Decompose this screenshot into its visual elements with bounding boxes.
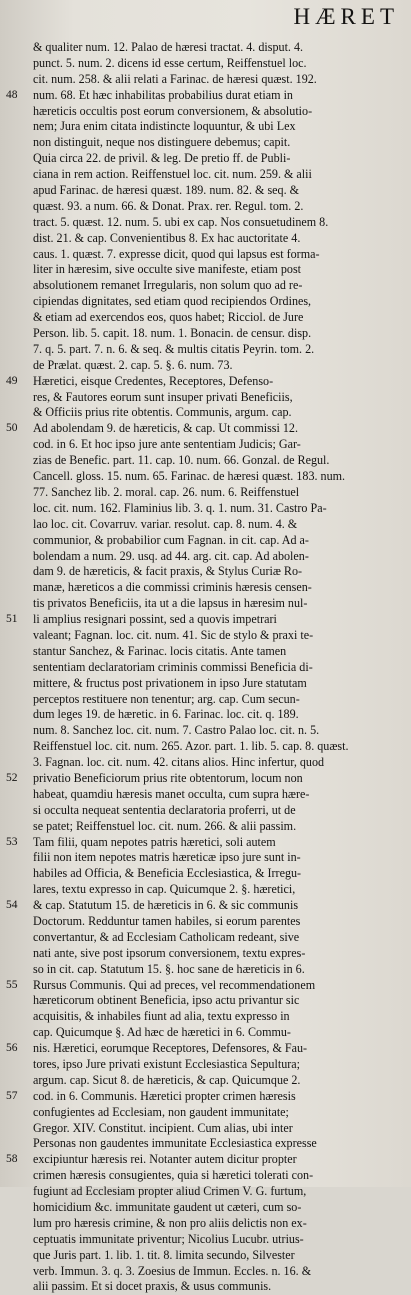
- line-text: perceptos restituere non tenentur; arg. cap. Cum secun-: [33, 691, 300, 706]
- text-line: [6, 294, 404, 310]
- text-line: [6, 262, 404, 278]
- line-text: Cancell. gloss. 15. num. 65. Farinac. de hæresi quæst. 183. num.: [33, 469, 346, 484]
- line-text: so in cit. cap. Statutum 15. §. hoc sane de hæreticis in 6.: [33, 961, 305, 976]
- line-text: cit. num. 258. & alii relati a Farinac. de hæresi quæst. 192.: [33, 71, 317, 86]
- text-line: [6, 946, 404, 962]
- line-text: Gregor. XIV. Constitut. incipient. Cum alias, ubi inter: [33, 1120, 293, 1135]
- text-line: [6, 533, 404, 549]
- text-line: [6, 501, 404, 517]
- line-text: Person. lib. 5. capit. 18. num. 1. Bonacin. de censur. disp.: [33, 326, 312, 341]
- line-text: ceptuatis immunitate priventur; Nicolius Lucubr. utrius-: [33, 1231, 304, 1246]
- text-line: [6, 151, 404, 167]
- line-text: mittere, & fructus post privationem in ipso Jure statutam: [33, 675, 307, 690]
- line-text: & qualiter num. 12. Palao de hæresi tractat. 4. disput. 4.: [33, 40, 304, 54]
- line-text: Tam filii, quam nepotes patris hæretici, soli autem: [33, 834, 276, 849]
- text-line: [6, 40, 404, 56]
- text-line: [6, 1121, 404, 1137]
- line-text: nis. Hæretici, eorumque Receptores, Defensores, & Fau-: [33, 1041, 308, 1056]
- text-column: [6, 40, 404, 1295]
- text-line: [6, 135, 404, 151]
- line-text: res, & Fautores eorum sunt insuper privati Beneficiis,: [33, 389, 293, 404]
- margin-number: 53: [6, 835, 18, 848]
- text-line: [6, 1216, 404, 1232]
- margin-number: 51: [6, 613, 18, 626]
- text-line: [6, 199, 404, 215]
- text-line: [6, 596, 404, 612]
- text-line: [6, 215, 404, 231]
- text-line: [6, 612, 404, 628]
- line-text: absolutionem remanet Irregularis, non solum quo ad re-: [33, 278, 303, 293]
- line-text: & Officiis prius rite obtentis. Communis, argum. cap.: [33, 405, 292, 420]
- line-text: dum leges 19. de hæretic. in 6. Farinac. loc. cit. q. 189.: [33, 707, 299, 722]
- line-text: non distinguit, neque nos distinguere debemus; capit.: [33, 135, 291, 150]
- text-line: [6, 1168, 404, 1184]
- line-text: fugiunt ad Ecclesiam propter aliud Crimen V. G. furtum,: [33, 1184, 307, 1199]
- text-line: [6, 1232, 404, 1248]
- text-line: [6, 930, 404, 946]
- line-text: Personas non gaudentes immunitate Ecclesiastica expresse: [33, 1136, 317, 1151]
- line-text: cap. Quicumque §. Ad hæc de hæretici in 6. Commu-: [33, 1025, 291, 1040]
- line-text: tract. 5. quæst. 12. num. 5. ubi ex cap. Nos consuetudinem 8.: [33, 214, 329, 229]
- text-line: [6, 1073, 404, 1089]
- text-line: [6, 421, 404, 437]
- line-text: filii non item nepotes matris hæreticæ ipso jure sunt in-: [33, 850, 301, 865]
- text-line: [6, 104, 404, 120]
- text-line: [6, 358, 404, 374]
- line-text: Ad abolendam 9. de hæreticis, & cap. Ut commissi 12.: [33, 421, 299, 436]
- text-line: [6, 1009, 404, 1025]
- line-text: hæreticis occultis post eorum conversionem, & absolutio-: [33, 103, 313, 118]
- text-line: [6, 167, 404, 183]
- line-text: & etiam ad exercendos eos, quos habet; Ricciol. de Jure: [33, 310, 304, 325]
- text-line: [6, 405, 404, 421]
- text-line: [6, 707, 404, 723]
- line-text: communior, & probabilior cum Fagnan. in cit. cap. Ad a-: [33, 532, 309, 547]
- line-text: 7. q. 5. part. 7. n. 6. & seq. & multis citatis Peyrin. tom. 2.: [33, 341, 315, 356]
- text-line: [6, 326, 404, 342]
- line-text: que Juris part. 1. lib. 1. tit. 8. limita secundo, Silvester: [33, 1247, 295, 1262]
- line-text: zias de Benefic. part. 11. cap. 10. num. 66. Gonzal. de Regul.: [33, 453, 330, 468]
- text-line: [6, 485, 404, 501]
- line-text: crimen hæresis consugientes, quia si hæretici tolerati con-: [33, 1168, 314, 1183]
- line-text: hæreticorum obtinent Beneficia, ipso actu privantur sic: [33, 993, 300, 1008]
- line-text: Rursus Communis. Qui ad preces, vel recommendationem: [33, 977, 316, 992]
- line-text: acquisitis, & inhabiles fiunt ad alia, textu expresso in: [33, 1009, 290, 1024]
- margin-number: 57: [6, 1089, 18, 1102]
- line-text: verb. Immun. 3. q. 3. Zoesius de Immun. Eccles. n. 16. &: [33, 1263, 312, 1278]
- line-text: & cap. Statutum 15. de hæreticis in 6. & sic communis: [33, 898, 299, 913]
- text-line: [6, 374, 404, 390]
- text-line: [6, 247, 404, 263]
- line-text: caus. 1. quæst. 7. expresse dicit, quod qui lapsus est forma-: [33, 246, 320, 261]
- line-text: argum. cap. Sicut 8. de hæreticis, & cap. Quicumque 2.: [33, 1072, 301, 1087]
- text-line: [6, 850, 404, 866]
- text-line: [6, 1152, 404, 1168]
- line-text: lares, textu expresso in cap. Quicumque 2. §. hæretici,: [33, 882, 296, 897]
- text-line: [6, 119, 404, 135]
- margin-number: 58: [6, 1153, 18, 1166]
- line-text: excipiuntur hæresis rei. Notanter autem dicitur propter: [33, 1152, 297, 1167]
- text-line: [6, 803, 404, 819]
- line-text: habeat, quamdiu hæresis manet occulta, cum supra hære-: [33, 786, 310, 801]
- text-line: [6, 866, 404, 882]
- line-text: lum pro hæresis crimine, & non pro aliis delictis non ex-: [33, 1215, 307, 1230]
- margin-number: 52: [6, 771, 18, 784]
- text-line: [6, 1105, 404, 1121]
- text-line: [6, 644, 404, 660]
- text-line: [6, 993, 404, 1009]
- line-text: bolendam a num. 29. usq. ad 44. arg. cit. cap. Ad abolen-: [33, 548, 309, 563]
- line-text: tores, ipso Jure privati existunt Ecclesiastica Sepultura;: [33, 1057, 301, 1071]
- text-line: [6, 628, 404, 644]
- line-text: habiles ad Officia, & Beneficia Ecclesiastica, & Irregu-: [33, 866, 302, 881]
- line-text: quæst. 93. a num. 66. & Donat. Prax. rer. Regul. tom. 2.: [33, 198, 304, 213]
- line-text: dam 9. de hæreticis, & facit praxis, & Stylus Curiæ Ro-: [33, 564, 303, 579]
- text-line: [6, 1089, 404, 1105]
- line-text: 3. Fagnan. loc. cit. num. 42. citans alios. Hinc infertur, quod: [33, 755, 325, 770]
- text-line: [6, 660, 404, 676]
- line-text: punct. 5. num. 2. dicens id esse certum, Reiffenstuel loc.: [33, 55, 307, 70]
- text-line: [6, 342, 404, 358]
- margin-number: 49: [6, 374, 18, 387]
- text-line: [6, 835, 404, 851]
- text-line: [6, 390, 404, 406]
- text-line: [6, 739, 404, 755]
- line-text: cipiendas dignitates, sed etiam quod recipiendos Ordines,: [33, 294, 312, 309]
- text-line: [6, 1025, 404, 1041]
- line-text: Quia circa 22. de privil. & leg. De pretio ff. de Publi-: [33, 151, 291, 166]
- line-text: se patet; Reiffenstuel loc. cit. num. 266. & alii passim.: [33, 818, 297, 833]
- line-text: de Prælat. quæst. 2. cap. 5. §. 6. num. 73.: [33, 357, 233, 372]
- text-line: [6, 580, 404, 596]
- line-text: num. 8. Sanchez loc. cit. num. 7. Castro Palao loc. cit. n. 5.: [33, 723, 320, 738]
- text-line: [6, 882, 404, 898]
- text-line: [6, 469, 404, 485]
- line-text: Doctorum. Redduntur tamen habiles, si eorum parentes: [33, 913, 301, 928]
- text-line: [6, 819, 404, 835]
- text-line: [6, 517, 404, 533]
- margin-number: 54: [6, 899, 18, 912]
- text-line: [6, 1041, 404, 1057]
- text-line: [6, 453, 404, 469]
- text-line: [6, 676, 404, 692]
- line-text: Reiffenstuel loc. cit. num. 265. Azor. part. 1. lib. 5. cap. 8. quæst.: [33, 739, 349, 754]
- text-line: [6, 564, 404, 580]
- text-line: [6, 787, 404, 803]
- line-text: homicidium &c. immunitate gaudent ut cæteri, cum so-: [33, 1200, 302, 1215]
- text-line: [6, 755, 404, 771]
- text-line: [6, 310, 404, 326]
- margin-number: 55: [6, 978, 18, 991]
- running-head: HÆRET: [293, 4, 399, 29]
- text-line: [6, 437, 404, 453]
- margin-number: 56: [6, 1042, 18, 1055]
- line-text: nati ante, sive post ipsorum conversionem, textu expres-: [33, 945, 306, 960]
- text-line: [6, 1200, 404, 1216]
- line-text: privatio Beneficiorum prius rite obtentorum, locum non: [33, 770, 303, 785]
- line-text: 77. Sanchez lib. 2. moral. cap. 26. num. 6. Reiffenstuel: [33, 484, 300, 499]
- text-line: [6, 72, 404, 88]
- text-line: [6, 88, 404, 104]
- text-line: [6, 898, 404, 914]
- text-line: [6, 692, 404, 708]
- text-line: [6, 978, 404, 994]
- line-text: nem; Jura enim citata indistincte loquuntur, & ubi Lex: [33, 119, 296, 134]
- text-line: [6, 278, 404, 294]
- text-line: [6, 1248, 404, 1264]
- line-text: tis privatos Beneficiis, ita ut a die lapsus in hæresim nul-: [33, 596, 308, 611]
- text-line: [6, 914, 404, 930]
- margin-number: 48: [6, 88, 18, 101]
- text-line: [6, 56, 404, 72]
- text-line: [6, 1136, 404, 1152]
- line-text: apud Farinac. de hæresi quæst. 189. num. 82. & seq. &: [33, 183, 300, 198]
- line-text: valeant; Fagnan. loc. cit. num. 41. Sic de stylo & praxi te-: [33, 627, 314, 642]
- line-text: li amplius resignari possint, sed a quovis impetrari: [33, 612, 277, 627]
- line-text: stantur Sanchez, & Farinac. locis citatis. Ante tamen: [33, 643, 287, 658]
- text-line: [6, 962, 404, 978]
- line-text: sententiam declaratoriam criminis commissi Beneficia di-: [33, 659, 313, 674]
- text-line: [6, 231, 404, 247]
- line-text: lao loc. cit. Covarruv. variar. resolut. cap. 8. num. 4. &: [33, 516, 298, 531]
- line-text: cod. in 6. Communis. Hæretici propter crimen hæresis: [33, 1088, 296, 1103]
- text-line: [6, 723, 404, 739]
- text-line: [6, 771, 404, 787]
- text-line: [6, 1057, 404, 1073]
- line-text: ciana in rem action. Reiffenstuel loc. cit. num. 259. & alii: [33, 167, 312, 182]
- line-text: liter in hæresim, sive occulte sive manifeste, etiam post: [33, 262, 302, 277]
- line-text: dist. 21. & cap. Convenientibus 8. Ex hac auctoritate 4.: [33, 230, 301, 245]
- line-text: num. 68. Et hæc inhabilitas probabilius durat etiam in: [33, 87, 293, 102]
- margin-number: 50: [6, 422, 18, 435]
- line-text: convertantur, & ad Ecclesiam Catholicam redeant, sive: [33, 929, 300, 944]
- line-text: Hæretici, eisque Credentes, Receptores, Defenso-: [33, 373, 274, 388]
- line-text: manæ, hæreticos a die commissi criminis hæresis censen-: [33, 580, 312, 595]
- line-text: alii passim. Et si docet praxis, & usus communis.: [33, 1279, 272, 1294]
- text-line: [6, 549, 404, 565]
- text-line: [6, 183, 404, 199]
- line-text: si occulta nequeat sententia declaratoria proferri, ut de: [33, 802, 296, 817]
- line-text: loc. cit. num. 162. Flaminius lib. 3. q. 1. num. 31. Castro Pa-: [33, 500, 327, 515]
- line-text: confugientes ad Ecclesiam, non gaudent immunitate;: [33, 1104, 289, 1119]
- text-line: [6, 1279, 404, 1295]
- line-text: cod. in 6. Et hoc ipso jure ante sententiam Judicis; Gar-: [33, 437, 301, 452]
- text-line: [6, 1264, 404, 1280]
